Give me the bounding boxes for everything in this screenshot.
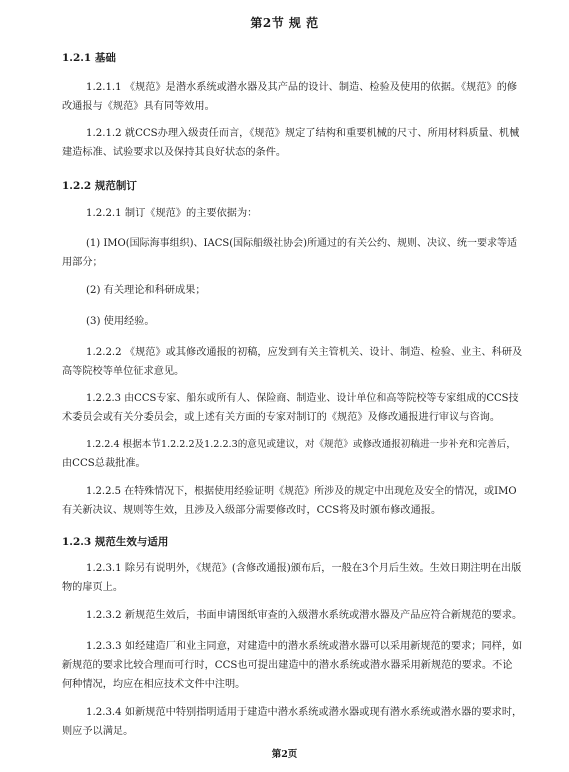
paragraph-line: 1.2.3.1 除另有说明外，《规范》(含修改通报)颁布后，一般在3个月后生效。生效日期注明在出版 (86, 563, 522, 574)
page-title: 第2节 规 范 (250, 16, 319, 30)
paragraph-line: 则应予以满足。 (62, 726, 134, 737)
paragraph-line: 1.2.2.3 由CCS专家、船东或所有人、保险商、制造业、设计单位和高等院校等专家组成的CCS技 (86, 393, 519, 404)
paragraph-1-2-2-5 (62, 482, 522, 520)
paragraph-1-2-2-3 (62, 389, 522, 427)
paragraph-line: 1.2.2.1 制订《规范》的主要依据为： (86, 208, 258, 219)
paragraph-line: 用部分； (62, 257, 103, 268)
paragraph-line: (3) 使用经验。 (86, 316, 155, 327)
paragraph-1-2-2-1 (62, 204, 522, 223)
paragraph-line: 改通报与《规范》具有同等效用。 (62, 101, 215, 112)
paragraph-1-2-2-2 (62, 343, 522, 381)
paragraph-line: (2) 有关理论和科研成果； (86, 285, 206, 296)
paragraph-line: 新规范的要求比较合理而可行时，CCS也可提出建造中的潜水系统或潜水器采用新规范的要求。不论 (62, 660, 513, 671)
paragraph-line: 有关新决议、规则等生效，且涉及入级部分需要修改时，CCS将及时颁布修改通报。 (62, 505, 442, 516)
page-number: 第2页 (271, 749, 298, 760)
paragraph-item-3 (62, 312, 522, 331)
paragraph-line: 高等院校等单位征求意见。 (62, 366, 185, 377)
section-heading-1-2-3: 1.2.3 规范生效与适用 (62, 536, 169, 548)
paragraph-1-2-2-4 (62, 435, 522, 473)
paragraph-line: 术委员会或有关分委员会，或上述有关方面的专家对制订的《规范》及修改通报进行审议与咨询。 (62, 412, 501, 423)
paragraph-line: 1.2.2.5 在特殊情况下，根据使用经验证明《规范》所涉及的规定中出现危及安全的情况，或IMO (86, 486, 517, 497)
paragraph-1-2-3-2 (62, 606, 522, 625)
paragraph-line: 建造标准、试验要求以及保持其良好状态的条件。 (62, 147, 287, 158)
paragraph-1-2-3-1 (62, 559, 522, 597)
paragraph-line: 1.2.1.1 《规范》是潜水系统或潜水器及其产品的设计、制造、检验及使用的依据。《规范》的修 (86, 82, 518, 93)
paragraph-line: 1.2.2.4 根据本节1.2.2.2及1.2.2.3的意见或建议，对《规范》或修改通报初稿进一步补充和完善后， (86, 439, 516, 450)
section-heading-1-2-1: 1.2.1 基础 (62, 52, 116, 64)
paragraph-line: 1.2.3.2 新规范生效后，书面申请图纸审查的入级潜水系统或潜水器及产品应符合新规范的要求。 (86, 610, 522, 621)
section-heading-1-2-2: 1.2.2 规范制订 (62, 180, 137, 192)
paragraph-line: 何种情况，均应在相应技术文件中注明。 (62, 679, 246, 690)
paragraph-1-2-3-4 (62, 703, 522, 741)
paragraph-1-2-1-2 (62, 124, 522, 162)
paragraph-line: (1) IMO(国际海事组织)、IACS(国际船级社协会)所通过的有关公约、规则、决议、统一要求等适 (86, 238, 518, 249)
paragraph-1-2-3-3 (62, 637, 522, 694)
paragraph-line: 1.2.3.3 如经建造厂和业主同意，对建造中的潜水系统或潜水器可以采用新规范的要求；同样，如 (86, 641, 522, 652)
paragraph-line: 1.2.2.2 《规范》或其修改通报的初稿，应发到有关主管机关、设计、制造、检验、业主、科研及 (86, 347, 522, 358)
paragraph-line: 1.2.1.2 就CCS办理入级责任而言，《规范》规定了结构和重要机械的尺寸、所用材料质量、机械 (86, 128, 520, 139)
paragraph-line: 1.2.3.4 如新规范中特别指明适用于建造中潜水系统或潜水器或现有潜水系统或潜水器的要求时， (86, 707, 522, 718)
paragraph-item-2 (62, 281, 522, 300)
paragraph-item-1 (62, 234, 522, 272)
paragraph-line: 由CCS总裁批准。 (62, 458, 146, 469)
paragraph-1-2-1-1 (62, 78, 522, 116)
paragraph-line: 物的扉页上。 (62, 582, 124, 593)
